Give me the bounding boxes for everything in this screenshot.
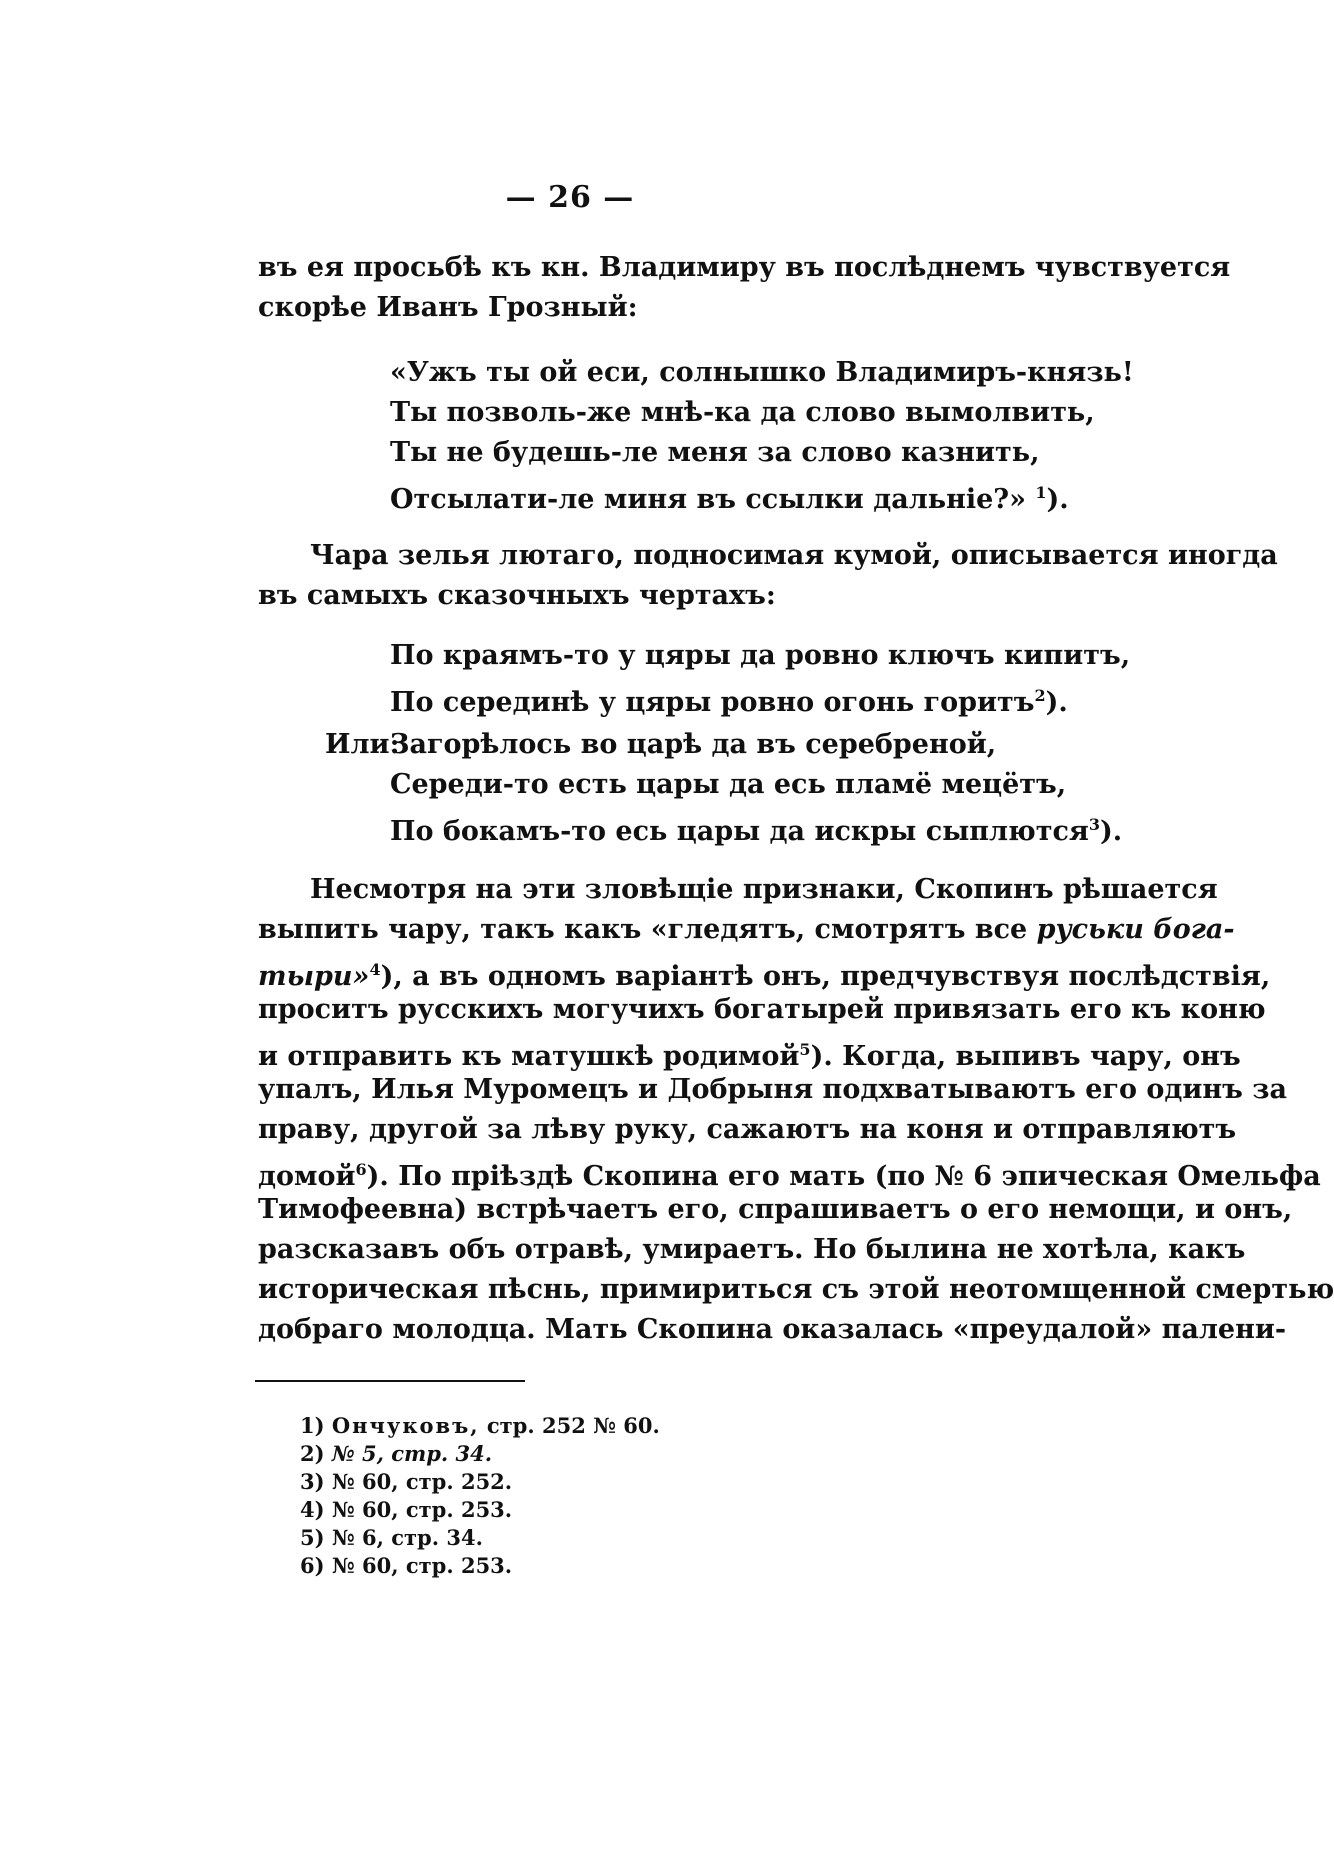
- footnote-4-text: № 60, стр. 253.: [331, 1497, 513, 1522]
- footnote-3-text: № 60, стр. 252.: [331, 1469, 513, 1494]
- verse1-line4-text: Отсылати-ле миня въ ссылки дальніе?»: [390, 484, 1026, 515]
- footnote-divider: [255, 1380, 525, 1382]
- para3-line5-rest: ). Когда, выпивъ чару, онъ: [810, 1041, 1241, 1072]
- footnote-2-text: № 5, стр. 34.: [331, 1441, 493, 1466]
- footnote-2-num: 2): [300, 1441, 325, 1466]
- para1-line2: скорѣе Иванъ Грозный:: [258, 292, 638, 323]
- footnote-3: [300, 1468, 512, 1495]
- footnote-ref-2: 2: [1034, 686, 1046, 705]
- para2-line2: въ самыхъ сказочныхъ чертахъ:: [258, 580, 776, 611]
- verse3-line3-end: ).: [1100, 816, 1123, 847]
- footnote-ref-6: 6: [355, 1160, 367, 1179]
- verse3-line2: Середи-то есть цары да есь пламё мецётъ,: [390, 769, 1067, 800]
- verse1-line4-end: ).: [1046, 484, 1069, 515]
- verse3-line3: [390, 807, 1122, 850]
- verse2-line1: По краямъ-то у цяры да ровно ключъ кипитъ,: [390, 640, 1131, 671]
- footnote-2: [300, 1440, 492, 1467]
- para3-line8: [258, 1152, 1321, 1195]
- para3-line2-text: выпить чару, такъ какъ «гледятъ, смотрятъ все: [258, 914, 1028, 945]
- para3-line7: праву, другой за лѣву руку, сажаютъ на коня и отправляютъ: [258, 1114, 1237, 1145]
- verse3-line3-text: По бокамъ-то есь цары да искры сыплются: [390, 816, 1089, 847]
- para3-line9: Тимофеевна) встрѣчаетъ его, спрашиваетъ о его немощи, и онъ,: [258, 1194, 1293, 1225]
- para3-line5-text: и отправить къ матушкѣ родимой: [258, 1041, 800, 1072]
- para3-line3-rest: ), а въ одномъ варіантѣ онъ, предчувствуя послѣдствія,: [380, 961, 1271, 992]
- para3-line10: разсказавъ объ отравѣ, умираетъ. Но былина не хотѣла, какъ: [258, 1234, 1246, 1265]
- para3-line4: проситъ русскихъ могучихъ богатырей привязать его къ коню: [258, 994, 1266, 1025]
- footnote-5-num: 5): [300, 1525, 325, 1550]
- verse2-line2-text: По серединѣ у цяры ровно огонь горитъ: [390, 687, 1035, 718]
- footnote-ref-1: 1: [1035, 483, 1047, 502]
- para3-line5: [258, 1032, 1241, 1075]
- verse1-line1: «Ужъ ты ой еси, солнышко Владимиръ-князь!: [390, 357, 1134, 388]
- verse1-line3: Ты не будешь-ле меня за слово казнить,: [390, 437, 1040, 468]
- footnote-5: [300, 1524, 483, 1551]
- para3-line12: добраго молодца. Мать Скопина оказалась «преудалой» палени-: [258, 1314, 1287, 1345]
- para3-line3: [258, 952, 1271, 995]
- verse1-line2: Ты позволь-же мнѣ-ка да слово вымолвить,: [390, 397, 1095, 428]
- para3-line2-italic: руськи бога-: [1036, 914, 1235, 945]
- footnote-3-num: 3): [300, 1469, 325, 1494]
- footnote-1-author: Ончуковъ,: [331, 1413, 480, 1438]
- para3-line8-text: домой: [258, 1161, 356, 1192]
- verse2-line2-end: ).: [1045, 687, 1068, 718]
- footnote-1: [300, 1412, 660, 1439]
- para3-line6: упалъ, Илья Муромецъ и Добрыня подхватываютъ его одинъ за: [258, 1074, 1288, 1105]
- footnote-4-num: 4): [300, 1497, 325, 1522]
- footnote-5-text: № 6, стр. 34.: [331, 1525, 483, 1550]
- footnote-ref-5: 5: [799, 1040, 811, 1059]
- para1-line1: въ ея просьбѣ къ кн. Владимиру въ послѣднемъ чувствуется: [258, 252, 1231, 283]
- footnote-6-num: 6): [300, 1553, 325, 1578]
- verse2-line2: [390, 678, 1068, 721]
- footnote-6: [300, 1552, 512, 1579]
- para3-line1: Несмотря на эти зловѣщіе признаки, Скопинъ рѣшается: [310, 874, 1218, 905]
- footnote-6-text: № 60, стр. 253.: [331, 1553, 513, 1578]
- footnote-4: [300, 1496, 512, 1523]
- page-number: — 26 —: [505, 180, 635, 215]
- footnote-ref-3: 3: [1088, 815, 1101, 834]
- para2-line1: Чара зелья лютаго, подносимая кумой, описывается иногда: [310, 540, 1278, 571]
- para3-line2: [258, 912, 1235, 948]
- para3-line8-rest: ). По пріѣздѣ Скопина его мать (по № 6 эпическая Омельфа: [366, 1161, 1321, 1192]
- footnote-1-num: 1): [300, 1413, 325, 1438]
- para3-line11: историческая пѣснь, примириться съ этой неотомщенной смертью: [258, 1274, 1334, 1305]
- para3-line3-italic: тыри»: [258, 961, 370, 992]
- footnote-1-text: стр. 252 № 60.: [486, 1413, 660, 1438]
- verse3-line1: Загорѣлось во царѣ да въ серебреной,: [390, 729, 997, 760]
- verse1-line4: [390, 475, 1069, 518]
- verse3-label: Или:: [325, 729, 400, 760]
- footnote-ref-4: 4: [369, 960, 381, 979]
